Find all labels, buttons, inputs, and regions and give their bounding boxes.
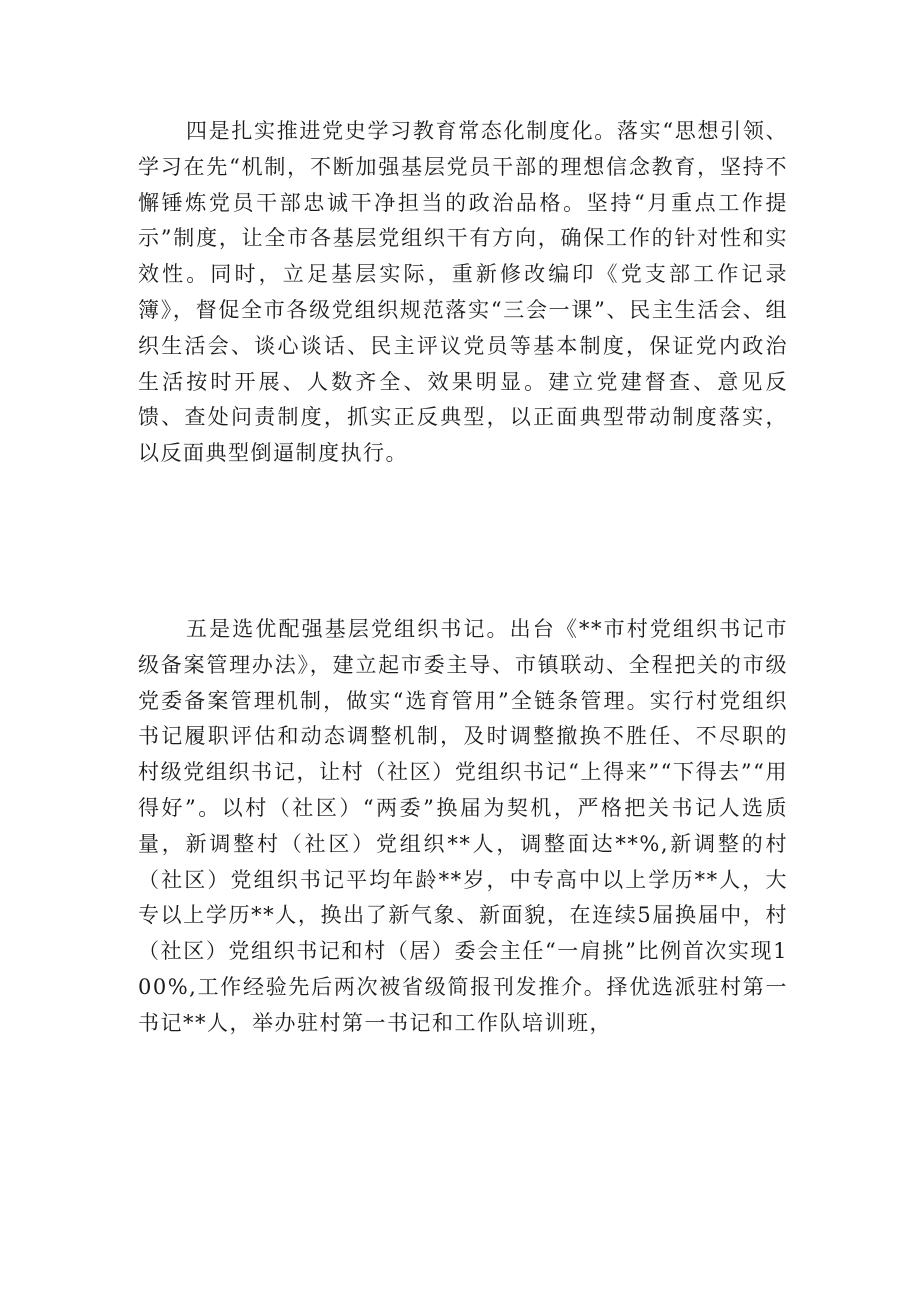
body-paragraph-four: 四是扎实推进党史学习教育常态化制度化。落实“思想引领、学习在先“机制，不断加强基层党员干部的理想信念教育，坚持不懈锤炼党员干部忠诚干净担当的政治品格。坚持“月重点工作提示”制度，让全市各基层党组织干有方向，确保工作的针对性和实效性。同时，立足基层实际，重新修改编印《党支部工作记录簿》，督促全市各级党组织规范落实“三会一课”、民主生活会、组织生活会、谈心谈话、民主评议党员等基本制度，保证党内政治生活按时开展、人数齐全、效果明显。建立党建督查、意见反馈、查处问责制度，抓实正反典型，以正面典型带动制度落实，以反面典型倒逼制度执行。 [138, 119, 788, 466]
body-paragraph-five: 五是选优配强基层党组织书记。出台《**市村党组织书记市级备案管理办法》，建立起市委主导、市镇联动、全程把关的市级党委备案管理机制，做实“选育管用”全链条管理。实行村党组织书记履职评估和动态调整机制，及时调整撤换不胜任、不尽职的村级党组织书记，让村（社区）党组织书记“上得来”“下得去”“用得好”。以村（社区）“两委”换届为契机，严格把关书记人选质量，新调整村（社区）党组织**人，调整面达**%,新调整的村（社区）党组织书记平均年龄**岁，中专高中以上学历**人，大专以上学历**人，换出了新气象、新面貌，在连续5届换届中，村（社区）党组织书记和村（居）委会主任“一肩挑”比例首次实现100%,工作经验先后两次被省级简报刊发推介。择优选派驻村第一书记**人，举办驻村第一书记和工作队培训班， [138, 617, 788, 1035]
